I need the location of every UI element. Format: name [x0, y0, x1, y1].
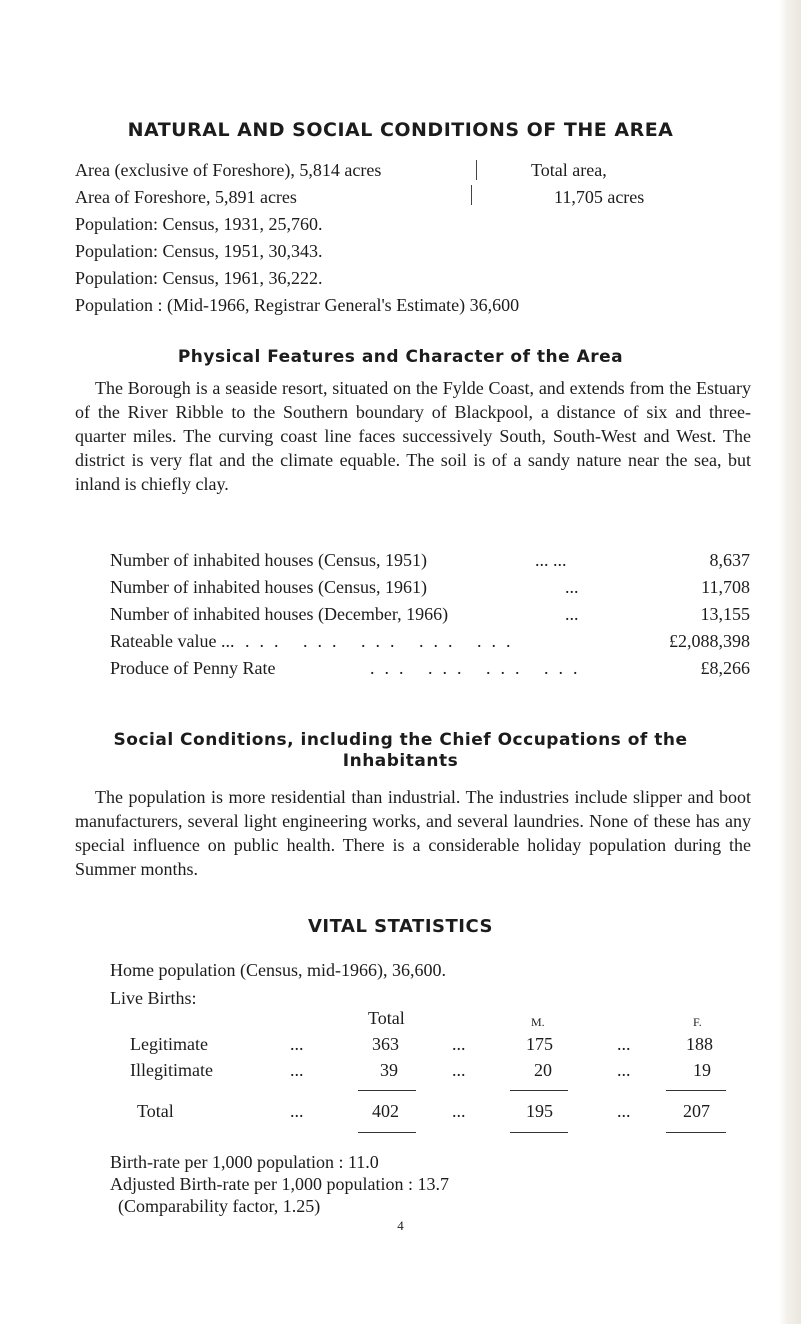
- population-1966-estimate: Population : (Mid-1966, Registrar General's Estimate) 36,600: [75, 295, 520, 315]
- column-header-male: M.: [531, 1015, 545, 1029]
- row-dots: ...: [617, 1101, 631, 1121]
- total-female: 207: [683, 1101, 710, 1121]
- stat-label-rateable-value: Rateable value ...: [110, 631, 235, 651]
- population-1961: Population: Census, 1961, 36,222.: [75, 268, 323, 288]
- social-conditions-text: The population is more residential than industrial. The industries include slipper and boot manufacturers, several light engineering works, and several laundries. None of these has any special influence on public health. There is a considerable holiday population during the Summer months.: [75, 787, 751, 879]
- social-conditions-paragraph: [75, 785, 751, 881]
- male-column-rule-top: [510, 1090, 568, 1091]
- stat-label-houses-1961: Number of inhabited houses (Census, 1961): [110, 577, 427, 597]
- stat-label-houses-1966: Number of inhabited houses (December, 1966): [110, 604, 449, 624]
- stat-value-rateable-value: £2,088,398: [669, 631, 750, 651]
- comparability-factor: (Comparability factor, 1.25): [118, 1196, 321, 1216]
- vital-statistics-heading: VITAL STATISTICS: [308, 916, 493, 937]
- stat-leader: ... ... ... ...: [370, 658, 588, 678]
- live-births-label: Live Births:: [110, 988, 197, 1008]
- population-1931: Population: Census, 1931, 25,760.: [75, 214, 323, 234]
- physical-features-heading: Physical Features and Character of the Area: [177, 347, 624, 367]
- page-edge-shadow: [779, 0, 801, 1324]
- total-column-rule-bottom: [358, 1132, 416, 1133]
- illegitimate-total: 39: [380, 1060, 398, 1080]
- stat-label-houses-1951: Number of inhabited houses (Census, 1951): [110, 550, 427, 570]
- column-header-female: F.: [693, 1015, 702, 1029]
- social-conditions-heading-line1: Social Conditions, including the Chief Occupations of the: [113, 730, 688, 750]
- legitimate-male: 175: [526, 1034, 553, 1054]
- female-column-rule-top: [666, 1090, 726, 1091]
- physical-features-text: The Borough is a seaside resort, situated on the Fylde Coast, and extends from the Estuary of the River Ribble to the Southern boundary of Blackpool, a distance of six and three-quarter miles. The curving coast line faces successively South, South-West and West. The district is very flat and the climate equable. The soil is of a sandy nature near the sea, but inland is chiefly clay.: [75, 378, 751, 494]
- home-population: Home population (Census, mid-1966), 36,600.: [110, 960, 446, 980]
- stat-leader: ...: [565, 604, 579, 624]
- physical-features-paragraph: [75, 376, 751, 496]
- row-dots: ...: [617, 1060, 631, 1080]
- stat-value-houses-1961: 11,708: [701, 577, 750, 597]
- stat-leader: ... ... ... ... ...: [245, 631, 521, 651]
- brace-bottom: [465, 185, 472, 205]
- stat-value-penny-rate: £8,266: [700, 658, 750, 678]
- stat-value-houses-1966: 13,155: [700, 604, 750, 624]
- row-label-illegitimate: Illegitimate: [130, 1060, 213, 1080]
- total-male: 195: [526, 1101, 553, 1121]
- row-dots: ...: [290, 1101, 304, 1121]
- male-column-rule-bottom: [510, 1132, 568, 1133]
- grand-total: 402: [372, 1101, 399, 1121]
- page-title: NATURAL AND SOCIAL CONDITIONS OF THE AREA: [127, 119, 674, 141]
- row-dots: ...: [617, 1034, 631, 1054]
- total-area-value: 11,705 acres: [554, 187, 645, 207]
- brace-top: [470, 160, 477, 180]
- area-foreshore: Area of Foreshore, 5,891 acres: [75, 187, 297, 207]
- legitimate-female: 188: [686, 1034, 713, 1054]
- row-dots: ...: [290, 1060, 304, 1080]
- stat-label-penny-rate: Produce of Penny Rate: [110, 658, 276, 678]
- total-area-label: Total area,: [531, 160, 607, 180]
- population-1951: Population: Census, 1951, 30,343.: [75, 241, 323, 261]
- illegitimate-female: 19: [693, 1060, 711, 1080]
- stat-value-houses-1951: 8,637: [709, 550, 750, 570]
- social-conditions-heading-line2: Inhabitants: [342, 751, 459, 771]
- stat-leader: ...: [565, 577, 579, 597]
- row-dots: ...: [452, 1060, 466, 1080]
- birth-rate: Birth-rate per 1,000 population : 11.0: [110, 1152, 379, 1172]
- area-exclusive-foreshore: Area (exclusive of Foreshore), 5,814 acres: [75, 160, 382, 180]
- row-label-total: Total: [137, 1101, 174, 1121]
- column-header-total: Total: [368, 1008, 405, 1028]
- female-column-rule-bottom: [666, 1132, 726, 1133]
- row-dots: ...: [290, 1034, 304, 1054]
- row-dots: ...: [452, 1101, 466, 1121]
- stat-leader: ... ...: [535, 550, 567, 570]
- row-label-legitimate: Legitimate: [130, 1034, 208, 1054]
- total-column-rule-top: [358, 1090, 416, 1091]
- page-number: 4: [397, 1218, 404, 1233]
- illegitimate-male: 20: [534, 1060, 552, 1080]
- adjusted-birth-rate: Adjusted Birth-rate per 1,000 population : 13.7: [110, 1174, 449, 1194]
- legitimate-total: 363: [372, 1034, 399, 1054]
- row-dots: ...: [452, 1034, 466, 1054]
